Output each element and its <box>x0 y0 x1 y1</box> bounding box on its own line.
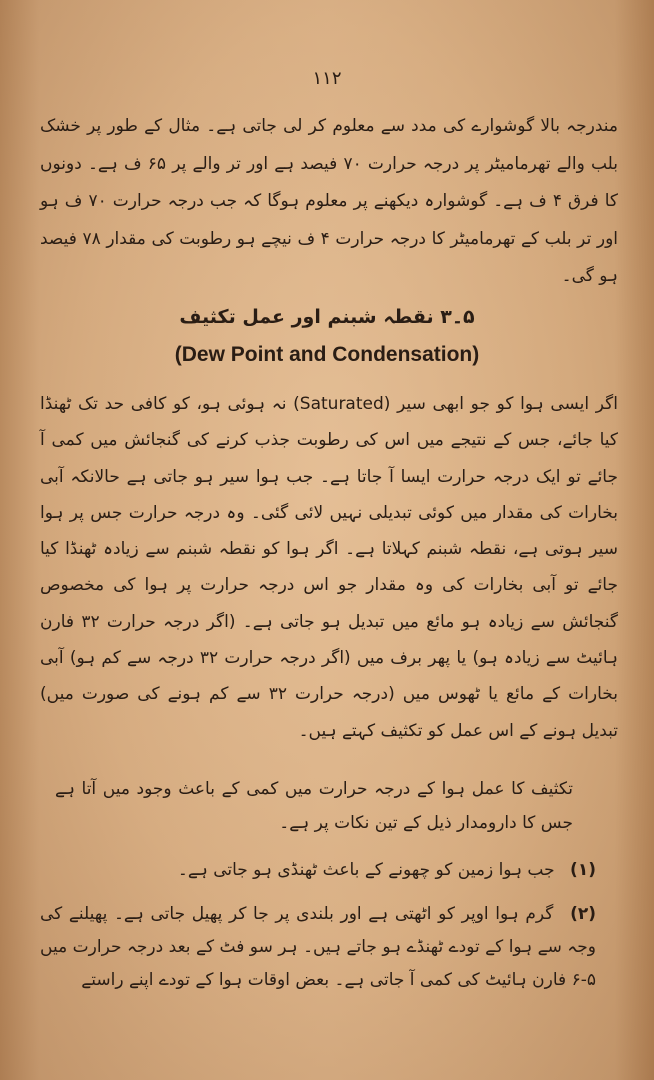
section-heading-urdu: ۵۔۳ نقطہ شبنم اور عمل تکثیف <box>179 306 475 328</box>
list-item-text: جب ہوا زمین کو چھونے کے باعث ٹھنڈی ہو جاتی ہے۔ <box>177 860 555 880</box>
page-number: ۱۱۲ <box>312 68 342 89</box>
list-item-text: گرم ہوا اوپر کو اٹھتی ہے اور بلندی پر جا کر پھیل جاتی ہے۔ پھیلنے کی وجہ سے ہوا کے تودے ٹھنڈے ہو جاتے ہیں۔ ہر سو فٹ کے بعد درجہ حرارت میں ۵-۶ فارن ہائیٹ کی کمی آ جاتی ہے۔ بعض اوقات ہوا کے تودے اپنے راستے <box>40 904 596 990</box>
list-item-number: (۱) <box>570 860 596 880</box>
list-item <box>40 898 596 997</box>
list-item-number: (۲) <box>570 904 597 924</box>
paragraph-condensation-intro: تکثیف کا عمل ہوا کے درجہ حرارت میں کمی کے باعث وجود میں آتا ہے جس کا دارومدار ذیل کے تین نکات پر ہے۔ <box>55 779 573 833</box>
paragraph-humidity-example: مندرجہ بالا گوشوارے کی مدد سے معلوم کر لی جاتی ہے۔ مثال کے طور پر خشک بلب والے تھرمامیٹر پر درجہ حرارت ۷۰ فیصد ہے اور تر والے پر ۶۵ ف ہے۔ دونوں کا فرق ۴ ف ہے۔ گوشوارہ دیکھنے پر معلوم ہوگا کہ جب درجہ حرارت ۷۰ ف ہو اور تر بلب کے تھرمامیٹر کا درجہ حرارت ۴ ف نیچے ہو رطوبت کی مقدار ۷۸ فیصد ہو گی۔ <box>40 116 619 286</box>
paragraph-dew-point: اگر ایسی ہوا کو جو ابھی سیر (Saturated) نہ ہوئی ہو، کو کافی حد تک ٹھنڈا کیا جائے، جس کے نتیجے میں اس کی رطوبت جذب کرنے کی گنجائش میں کمی آ جائے تو ایک درجہ حرارت ایسا آ جاتا ہے۔ جب ہوا سیر ہو جاتی ہے حالانکہ آبی بخارات کی مقدار میں کوئی تبدیلی نہیں لائی گئی۔ وہ درجہ حرارت جس پر ہوا سیر ہوتی ہے، نقطہ شبنم کہلاتا ہے۔ اگر ہوا کو نقطہ شبنم سے زیادہ ٹھنڈا کیا جائے تو آبی بخارات کی وہ مقدار جو اس درجہ حرارت پر ہوا کی مخصوص گنجائش سے زیادہ ہو مائع میں تبدیل ہو جاتی ہے۔ (اگر درجہ حرارت ۳۲ فارن ہائیٹ سے زیادہ ہو) یا پھر برف میں (اگر درجہ حرارت ۳۲ درجہ سے کم ہو) آبی بخارات کے مائع یا ٹھوس میں (درجہ حرارت ۳۲ سے کم ہونے کی صورت میں) تبدیل ہونے کے اس عمل کو تکثیف کہتے ہیں۔ <box>40 394 618 741</box>
list-item <box>40 853 596 887</box>
section-heading-english: (Dew Point and Condensation) <box>174 343 480 366</box>
